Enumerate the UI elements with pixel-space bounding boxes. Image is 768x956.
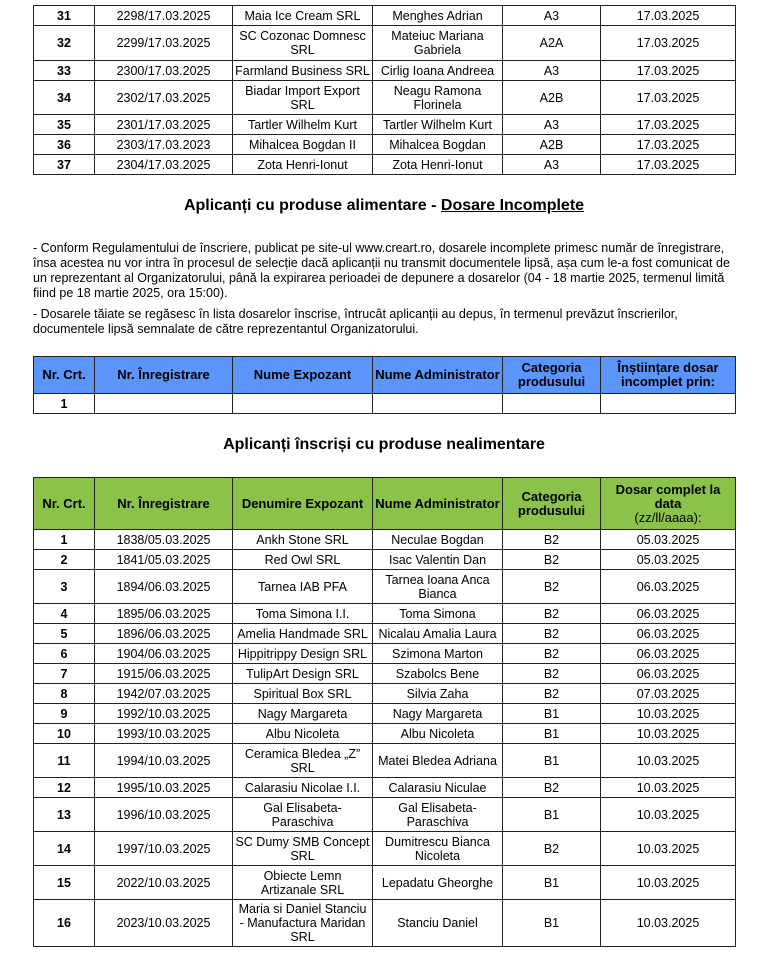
cell-admin: Calarasiu Niculae <box>373 778 503 798</box>
cell-reg: 2303/17.03.2023 <box>95 135 233 155</box>
cell-date: 10.03.2025 <box>601 744 736 778</box>
cell-admin: Isac Valentin Dan <box>373 550 503 570</box>
cell-name: Spiritual Box SRL <box>233 684 373 704</box>
cell-admin <box>373 394 503 414</box>
cell-nr: 14 <box>34 832 95 866</box>
incomplete-table-header <box>34 357 736 394</box>
cell-date: 05.03.2025 <box>601 550 736 570</box>
table-row <box>34 530 736 550</box>
header-instiintare: Înștiințare dosar incomplet prin: <box>601 357 736 394</box>
table-row <box>34 550 736 570</box>
cell-admin: Lepadatu Gheorghe <box>373 866 503 900</box>
cell-name: SC Dumy SMB Concept SRL <box>233 832 373 866</box>
cell-nr: 15 <box>34 866 95 900</box>
table-row <box>34 744 736 778</box>
cell-nr: 12 <box>34 778 95 798</box>
cell-nr: 4 <box>34 604 95 624</box>
cell-date: 17.03.2025 <box>601 26 736 61</box>
cell-admin: Mateiuc Mariana Gabriela <box>373 26 503 61</box>
cell-reg: 2022/10.03.2025 <box>95 866 233 900</box>
cell-nr: 2 <box>34 550 95 570</box>
header-nr-crt: Nr. Crt. <box>34 357 95 394</box>
cell-cat: A3 <box>503 115 601 135</box>
table-row <box>34 394 736 414</box>
cell-admin: Stanciu Daniel <box>373 900 503 947</box>
table-row <box>34 61 736 81</box>
cell-reg: 2298/17.03.2025 <box>95 6 233 26</box>
table-row <box>34 644 736 664</box>
cell-date: 06.03.2025 <box>601 644 736 664</box>
cell-cat: B2 <box>503 530 601 550</box>
cell-nr: 37 <box>34 155 95 175</box>
cell-name: Hippitrippy Design SRL <box>233 644 373 664</box>
cell-reg: 1996/10.03.2025 <box>95 798 233 832</box>
cell-admin: Toma Simona <box>373 604 503 624</box>
cell-cat: B1 <box>503 744 601 778</box>
food-applicants-table-continued <box>33 5 736 175</box>
cell-reg: 2299/17.03.2025 <box>95 26 233 61</box>
cell-admin: Nagy Margareta <box>373 704 503 724</box>
cell-reg: 1841/05.03.2025 <box>95 550 233 570</box>
cell-nr: 13 <box>34 798 95 832</box>
cell-reg: 2023/10.03.2025 <box>95 900 233 947</box>
table-row <box>34 155 736 175</box>
cell-nr: 36 <box>34 135 95 155</box>
cell-admin: Gal Elisabeta-Paraschiva <box>373 798 503 832</box>
cell-cat: A2B <box>503 81 601 115</box>
cell-cat: B2 <box>503 550 601 570</box>
note-paragraph-2: - Dosarele tăiate se regăsesc în lista dosarelor înscrise, întrucât aplicanții au depus, în termenul prevăzut înscrierilor, documentele lipsă semnalate de către reprezentantul Organizatorului. <box>33 307 678 336</box>
table-row <box>34 684 736 704</box>
cell-date: 06.03.2025 <box>601 570 736 604</box>
cell-reg: 1942/07.03.2025 <box>95 684 233 704</box>
cell-cat: B2 <box>503 832 601 866</box>
header-nume-administrator: Nume Administrator <box>373 357 503 394</box>
incomplete-title-underlined: Dosare Incomplete <box>440 197 585 214</box>
cell-name: Ankh Stone SRL <box>233 530 373 550</box>
header-categoria: Categoria produsului <box>503 478 601 530</box>
cell-admin: Mihalcea Bogdan <box>373 135 503 155</box>
cell-date: 06.03.2025 <box>601 664 736 684</box>
cell-name: Ceramica Bledea „Z” SRL <box>233 744 373 778</box>
table-row <box>34 604 736 624</box>
cell-date: 10.03.2025 <box>601 798 736 832</box>
cell-admin: Dumitrescu Bianca Nicoleta <box>373 832 503 866</box>
cell-cat <box>503 394 601 414</box>
cell-admin: Szabolcs Bene <box>373 664 503 684</box>
cell-date: 10.03.2025 <box>601 900 736 947</box>
table-row <box>34 26 736 61</box>
cell-name: Obiecte Lemn Artizanale SRL <box>233 866 373 900</box>
cell-date: 17.03.2025 <box>601 115 736 135</box>
header-denumire-expozant: Denumire Expozant <box>233 478 373 530</box>
cell-date: 17.03.2025 <box>601 61 736 81</box>
cell-name: Red Owl SRL <box>233 550 373 570</box>
cell-nr: 34 <box>34 81 95 115</box>
cell-reg: 1904/06.03.2025 <box>95 644 233 664</box>
cell-reg: 1997/10.03.2025 <box>95 832 233 866</box>
table-row <box>34 798 736 832</box>
cell-cat: B2 <box>503 664 601 684</box>
cell-cat: B2 <box>503 570 601 604</box>
cell-admin: Zota Henri-Ionut <box>373 155 503 175</box>
header-dosar-complet: Dosar complet la data (zz/ll/aaaa): <box>601 478 736 530</box>
cell-cat: B1 <box>503 704 601 724</box>
cell-nr: 33 <box>34 61 95 81</box>
table-row <box>34 624 736 644</box>
cell-nr: 5 <box>34 624 95 644</box>
cell-admin: Menghes Adrian <box>373 6 503 26</box>
cell-cat: A3 <box>503 61 601 81</box>
nonfood-section-title: Aplicanți înscriși cu produse nealimentare <box>223 436 545 453</box>
cell-date: 05.03.2025 <box>601 530 736 550</box>
cell-reg: 2301/17.03.2025 <box>95 115 233 135</box>
cell-name: Albu Nicoleta <box>233 724 373 744</box>
cell-notice <box>601 394 736 414</box>
cell-reg: 1993/10.03.2025 <box>95 724 233 744</box>
cell-nr: 9 <box>34 704 95 724</box>
cell-cat: B1 <box>503 900 601 947</box>
cell-name: Calarasiu Nicolae I.I. <box>233 778 373 798</box>
cell-date: 06.03.2025 <box>601 604 736 624</box>
cell-name: Biadar Import Export SRL <box>233 81 373 115</box>
cell-date: 17.03.2025 <box>601 81 736 115</box>
cell-nr: 6 <box>34 644 95 664</box>
note-paragraph-1: - Conform Regulamentului de înscriere, publicat pe site-ul www.creart.ro, dosarele incomplete primesc număr de înregistrare, însa acestea nu vor intra în procesul de selecție dacă aplicanții nu transmit documentele lipsă, așa cum le-a fost comunicat de un reprezentant al Organizatorului, până la expirarea perioadei de depunere a dosarelor (04 - 18 martie 2025, termenul limită fiind pe 18 martie 2025, ora 15:00). <box>33 241 730 300</box>
cell-admin: Nicalau Amalia Laura <box>373 624 503 644</box>
cell-cat: B2 <box>503 644 601 664</box>
nonfood-table-header <box>34 478 736 530</box>
cell-date: 10.03.2025 <box>601 866 736 900</box>
cell-reg: 1896/06.03.2025 <box>95 624 233 644</box>
table-row <box>34 81 736 115</box>
cell-reg: 1838/05.03.2025 <box>95 530 233 550</box>
cell-date: 10.03.2025 <box>601 778 736 798</box>
cell-nr: 11 <box>34 744 95 778</box>
cell-nr: 1 <box>34 394 95 414</box>
cell-name: Nagy Margareta <box>233 704 373 724</box>
cell-reg: 1994/10.03.2025 <box>95 744 233 778</box>
cell-nr: 32 <box>34 26 95 61</box>
cell-cat: A3 <box>503 6 601 26</box>
cell-name: Toma Simona I.I. <box>233 604 373 624</box>
incomplete-section-title: Aplicanți cu produse alimentare - Dosare Incomplete <box>183 197 585 214</box>
cell-date: 17.03.2025 <box>601 135 736 155</box>
cell-nr: 10 <box>34 724 95 744</box>
cell-nr: 35 <box>34 115 95 135</box>
cell-nr: 16 <box>34 900 95 947</box>
date-format-hint: (zz/ll/aaaa): <box>634 509 702 525</box>
table-row <box>34 664 736 684</box>
header-nr-inregistrare: Nr. Înregistrare <box>95 357 233 394</box>
cell-date: 10.03.2025 <box>601 832 736 866</box>
cell-reg <box>95 394 233 414</box>
cell-nr: 3 <box>34 570 95 604</box>
cell-cat: B2 <box>503 684 601 704</box>
table-row <box>34 832 736 866</box>
cell-date: 17.03.2025 <box>601 6 736 26</box>
cell-cat: B2 <box>503 604 601 624</box>
cell-cat: A2A <box>503 26 601 61</box>
cell-cat: B1 <box>503 798 601 832</box>
cell-admin: Szimona Marton <box>373 644 503 664</box>
cell-cat: B1 <box>503 866 601 900</box>
incomplete-notes <box>33 241 743 343</box>
cell-reg: 2304/17.03.2025 <box>95 155 233 175</box>
cell-reg: 1995/10.03.2025 <box>95 778 233 798</box>
cell-nr: 8 <box>34 684 95 704</box>
cell-date: 07.03.2025 <box>601 684 736 704</box>
cell-admin: Tarnea Ioana Anca Bianca <box>373 570 503 604</box>
table-row <box>34 900 736 947</box>
nonfood-applicants-table <box>33 477 736 947</box>
cell-cat: A2B <box>503 135 601 155</box>
cell-name: Mihalcea Bogdan II <box>233 135 373 155</box>
cell-reg: 2300/17.03.2025 <box>95 61 233 81</box>
header-categoria: Categoria produsului <box>503 357 601 394</box>
cell-name: TulipArt Design SRL <box>233 664 373 684</box>
table-row <box>34 570 736 604</box>
cell-name: Maia Ice Cream SRL <box>233 6 373 26</box>
table-row <box>34 778 736 798</box>
cell-name: SC Cozonac Domnesc SRL <box>233 26 373 61</box>
incomplete-table <box>33 356 736 414</box>
table-row <box>34 6 736 26</box>
cell-admin: Tartler Wilhelm Kurt <box>373 115 503 135</box>
cell-date: 17.03.2025 <box>601 155 736 175</box>
table-row <box>34 724 736 744</box>
cell-admin: Cirlig Ioana Andreea <box>373 61 503 81</box>
cell-cat: B2 <box>503 624 601 644</box>
cell-admin: Neagu Ramona Florinela <box>373 81 503 115</box>
header-nr-inregistrare: Nr. Înregistrare <box>95 478 233 530</box>
table-row <box>34 704 736 724</box>
cell-admin: Silvia Zaha <box>373 684 503 704</box>
header-nume-expozant: Nume Expozant <box>233 357 373 394</box>
table-row <box>34 135 736 155</box>
cell-name: Farmland Business SRL <box>233 61 373 81</box>
cell-cat: A3 <box>503 155 601 175</box>
cell-admin: Matei Bledea Adriana <box>373 744 503 778</box>
table-row <box>34 866 736 900</box>
cell-reg: 1895/06.03.2025 <box>95 604 233 624</box>
cell-cat: B1 <box>503 724 601 744</box>
cell-date: 10.03.2025 <box>601 704 736 724</box>
cell-cat: B2 <box>503 778 601 798</box>
cell-reg: 1992/10.03.2025 <box>95 704 233 724</box>
cell-name: Tarnea IAB PFA <box>233 570 373 604</box>
cell-reg: 1894/06.03.2025 <box>95 570 233 604</box>
header-nr-crt: Nr. Crt. <box>34 478 95 530</box>
cell-name: Gal Elisabeta-Paraschiva <box>233 798 373 832</box>
cell-reg: 1915/06.03.2025 <box>95 664 233 684</box>
cell-name <box>233 394 373 414</box>
cell-date: 06.03.2025 <box>601 624 736 644</box>
cell-nr: 1 <box>34 530 95 550</box>
cell-name: Zota Henri-Ionut <box>233 155 373 175</box>
cell-nr: 7 <box>34 664 95 684</box>
cell-nr: 31 <box>34 6 95 26</box>
cell-name: Tartler Wilhelm Kurt <box>233 115 373 135</box>
cell-name: Amelia Handmade SRL <box>233 624 373 644</box>
table-row <box>34 115 736 135</box>
cell-admin: Albu Nicoleta <box>373 724 503 744</box>
cell-reg: 2302/17.03.2025 <box>95 81 233 115</box>
cell-name: Maria si Daniel Stanciu - Manufactura Maridan SRL <box>233 900 373 947</box>
cell-admin: Neculae Bogdan <box>373 530 503 550</box>
header-nume-administrator: Nume Administrator <box>373 478 503 530</box>
cell-date: 10.03.2025 <box>601 724 736 744</box>
